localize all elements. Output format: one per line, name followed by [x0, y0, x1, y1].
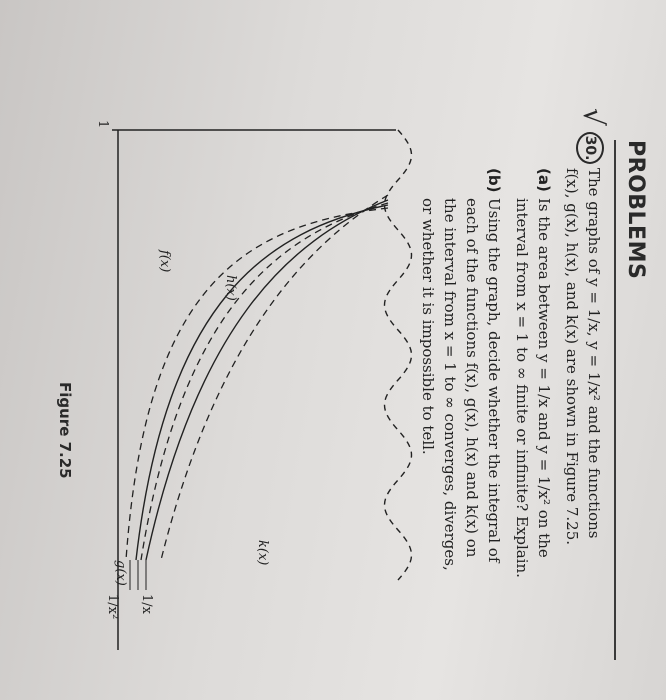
part-a-line-2: interval from x = 1 to ∞ finite or infinite? Explain. [513, 198, 531, 578]
part-b-line-2: each of the functions f(x), g(x), h(x) and k(x) on [463, 198, 481, 558]
problem-line-2: f(x), g(x), h(x), and k(x) are shown in Figure 7.25. [563, 168, 581, 545]
curve-inv-x [146, 200, 388, 560]
label-h: h(x) [223, 275, 238, 301]
label-inv-x2: 1/x² [105, 594, 120, 620]
section-heading: PROBLEMS [623, 140, 648, 280]
label-g: g(x) [113, 560, 128, 586]
part-b-line-1: Using the graph, decide whether the integral of [485, 198, 503, 563]
problem-number: 30. [576, 132, 604, 164]
curve-k [385, 130, 412, 580]
figure-caption: Figure 7.25 [56, 382, 74, 479]
checkmark-icon: √ [577, 108, 610, 126]
curve-inv-x2 [136, 205, 388, 560]
label-k: k(x) [255, 540, 270, 566]
tick-label-1: 1 [95, 120, 110, 129]
label-f: f(x) [157, 250, 172, 273]
problem-line-1: The graphs of y = 1/x, y = 1/x² and the functions [585, 168, 603, 539]
label-inv-x: 1/x [139, 594, 154, 614]
curve-h [161, 195, 388, 560]
part-b-label: (b) [485, 168, 503, 193]
part-b-line-4: or whether it is impossible to tell. [419, 198, 437, 455]
part-b-line-3: the interval from x = 1 to ∞ converges, diverges, [441, 198, 459, 571]
part-a-label: (a) [535, 168, 553, 192]
part-a-line-1: Is the area between y = 1/x and y = 1/x² on the [535, 198, 553, 558]
